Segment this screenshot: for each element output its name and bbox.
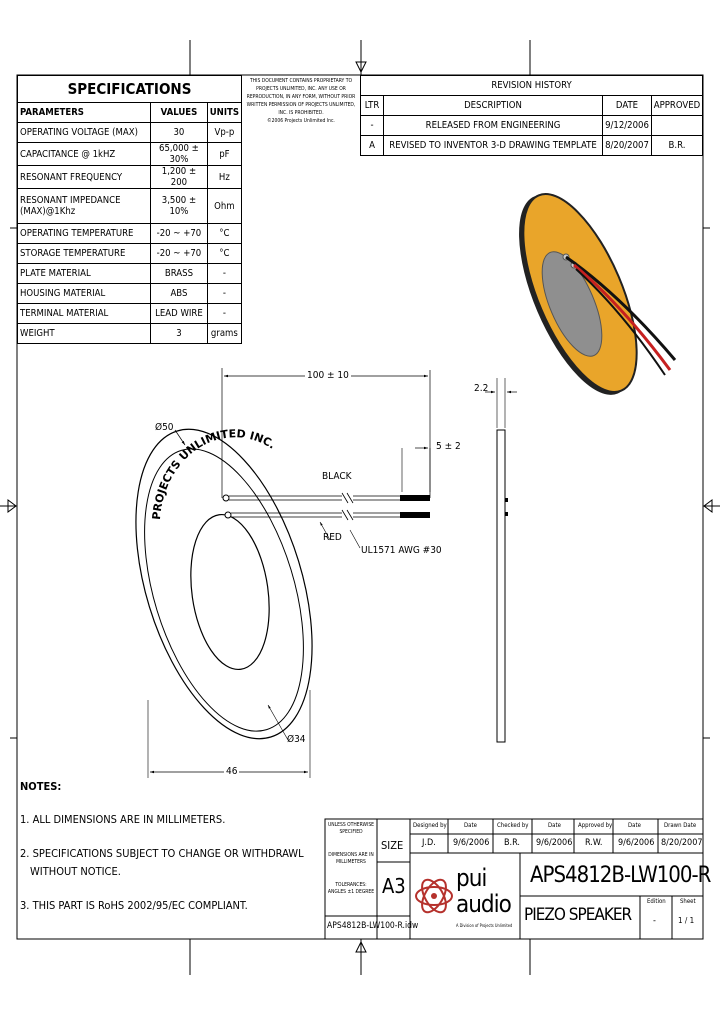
spec-value: 65,000 ± 30%: [151, 143, 208, 166]
spec-param: WEIGHT: [18, 324, 151, 344]
approved-by: R.W.: [585, 838, 603, 848]
file-name: APS4812B-LW100-R.idw: [327, 921, 419, 931]
proprietary-line: REPRODUCTION, IN ANY FORM, WITHOUT PRIOR: [246, 94, 356, 100]
spec-param: OPERATING TEMPERATURE: [18, 224, 151, 244]
spec-unit: pF: [207, 143, 241, 166]
spec-param: PLATE MATERIAL: [18, 264, 151, 284]
spec-param: RESONANT FREQUENCY: [18, 166, 151, 189]
drawn-date: 8/20/2007: [661, 838, 703, 848]
proprietary-line: ©2006 Projects Unlimited Inc.: [267, 118, 335, 124]
spec-unit: -: [207, 284, 241, 304]
spec-value: 30: [151, 123, 208, 143]
dim-34-label: Ø34: [287, 734, 306, 745]
revision-date: 8/20/2007: [603, 136, 652, 156]
designed-by-label: Designed by: [413, 822, 447, 829]
spec-value: 3: [151, 324, 208, 344]
revision-header-date: DATE: [603, 96, 652, 116]
edition-value: -: [653, 916, 656, 926]
spec-value: -20 ~ +70: [151, 244, 208, 264]
note-item: 3. THIS PART IS RoHS 2002/95/EC COMPLIANT.: [20, 899, 248, 912]
date-label: Date: [628, 822, 641, 829]
spec-param: CAPACITANCE @ 1kHZ: [18, 143, 151, 166]
designed-date: 9/6/2006: [453, 838, 490, 848]
spec-unit: °C: [207, 224, 241, 244]
revision-header-desc: DESCRIPTION: [384, 96, 603, 116]
spec-value: BRASS: [151, 264, 208, 284]
checked-by-label: Checked by: [497, 822, 529, 829]
red-wire-label: RED: [323, 532, 342, 543]
spec-header-unit: UNITS: [207, 103, 241, 123]
sheet-label: Sheet: [680, 898, 696, 905]
spec-param: TERMINAL MATERIAL: [18, 304, 151, 324]
spec-unit: -: [207, 304, 241, 324]
revision-approved: B.R.: [652, 136, 703, 156]
tolerances-note: TOLERANCES: ANGLES ±1 DEGREE: [327, 882, 375, 895]
proprietary-line: PROJECTS UNLIMITED, INC. ANY USE OR: [256, 86, 346, 92]
dimensions-note: DIMENSIONS ARE IN MILLIMETERS: [328, 852, 374, 865]
edition-label: Edition: [647, 898, 666, 905]
checked-by: B.R.: [504, 838, 521, 848]
notes-title: NOTES:: [20, 780, 62, 793]
note-item: 1. ALL DIMENSIONS ARE IN MILLIMETERS.: [20, 813, 226, 826]
spec-unit: Ohm: [207, 189, 241, 224]
note-item: WITHOUT NOTICE.: [30, 865, 121, 878]
spec-value: 1,200 ± 200: [151, 166, 208, 189]
revision-header-ltr: LTR: [361, 96, 384, 116]
size-value: A3: [382, 874, 406, 898]
black-wire-label: BLACK: [322, 471, 352, 482]
spec-value: -20 ~ +70: [151, 224, 208, 244]
logo-bottom-text: audio: [456, 890, 511, 918]
spec-param: STORAGE TEMPERATURE: [18, 244, 151, 264]
approved-date: 9/6/2006: [618, 838, 655, 848]
spec-unit: Hz: [207, 166, 241, 189]
date-label: Date: [548, 822, 561, 829]
part-number: APS4812B-LW100-R: [530, 863, 711, 888]
revision-desc: RELEASED FROM ENGINEERING: [384, 116, 603, 136]
spec-value: LEAD WIRE: [151, 304, 208, 324]
logo-tagline: A Division of Projects Unlimited: [456, 923, 513, 928]
drawn-date-label: Drawn Date: [664, 822, 697, 829]
dim-2-2-label: 2.2: [474, 383, 489, 394]
proprietary-line: WRITTEN PERMISSION OF PROJECTS UNLIMITED,: [246, 102, 356, 108]
spec-value: ABS: [151, 284, 208, 304]
dim-46-label: 46: [226, 766, 238, 777]
tolerance-note: UNLESS OTHERWISE SPECIFIED: [327, 822, 375, 835]
spec-param: HOUSING MATERIAL: [18, 284, 151, 304]
spec-unit: Vp-p: [207, 123, 241, 143]
date-label: Date: [464, 822, 477, 829]
revision-desc: REVISED TO INVENTOR 3-D DRAWING TEMPLATE: [384, 136, 603, 156]
part-name: PIEZO SPEAKER: [524, 905, 632, 925]
note-item: 2. SPECIFICATIONS SUBJECT TO CHANGE OR WITHDRAWL: [20, 847, 304, 860]
proprietary-line: THIS DOCUMENT CONTAINS PROPRIETARY TO: [250, 78, 352, 84]
revision-date: 9/12/2006: [603, 116, 652, 136]
spec-unit: °C: [207, 244, 241, 264]
revision-ltr: A: [361, 136, 384, 156]
revision-ltr: -: [361, 116, 384, 136]
spec-header-param: PARAMETERS: [18, 103, 151, 123]
spec-param: OPERATING VOLTAGE (MAX): [18, 123, 151, 143]
approved-by-label: Approved by: [578, 822, 613, 829]
dim-5-label: 5 ± 2: [436, 441, 461, 452]
pui-logo-icon: [414, 860, 454, 932]
spec-unit: -: [207, 264, 241, 284]
revision-title: REVISION HISTORY: [361, 76, 703, 96]
spec-unit: grams: [207, 324, 241, 344]
proprietary-line: INC. IS PROHIBITED.: [278, 110, 324, 116]
ring-text: PROJECTS UNLIMITED INC.: [149, 427, 278, 521]
dim-50-label: Ø50: [155, 422, 174, 433]
designed-by: J.D.: [422, 838, 436, 848]
spec-header-value: VALUES: [151, 103, 208, 123]
spec-param: RESONANT IMPEDANCE (MAX)@1Khz: [18, 189, 151, 224]
revision-header-approved: APPROVED: [652, 96, 703, 116]
wire-spec-label: UL1571 AWG #30: [361, 545, 442, 556]
spec-title: SPECIFICATIONS: [18, 76, 242, 103]
sheet-value: 1 / 1: [678, 916, 695, 925]
checked-date: 9/6/2006: [536, 838, 573, 848]
logo-top-text: pui: [456, 864, 487, 892]
size-label: SIZE: [381, 839, 404, 852]
dim-100-label: 100 ± 10: [307, 370, 349, 381]
spec-value: 3,500 ± 10%: [151, 189, 208, 224]
